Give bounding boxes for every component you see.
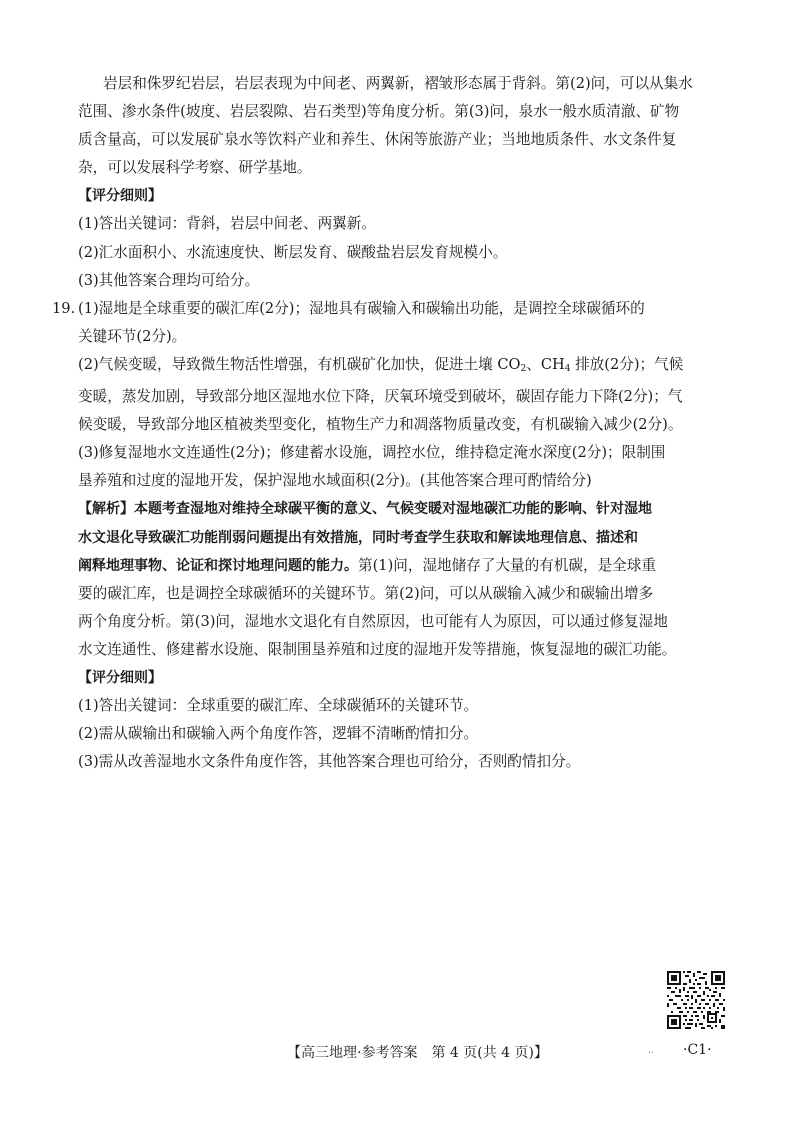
answer-text: 、CH [526, 355, 565, 373]
scoring-title: 【评分细则】 [78, 188, 162, 205]
analysis-text: 第(1)问，湿地储存了大量的有机碳，是全球重 [358, 556, 656, 574]
answer-content [52, 70, 728, 776]
answer-text: 排放(2分)；气候 [570, 355, 684, 373]
analysis-line [78, 552, 728, 580]
scoring-item: (3)需从改善湿地水文条件角度作答，其他答案合理也可给分，否则酌情扣分。 [78, 753, 581, 771]
answer-line: (3)修复湿地水文连通性(2分)；修建蓄水设施，调控水位，维持稳定淹水深度(2分)；限制围 [78, 444, 666, 462]
answer-text: (2)气候变暖，导致微生物活性增强，有机碳矿化加快，促进土壤 CO [78, 355, 521, 373]
answer-line: 变暖，蒸发加剧，导致部分地区湿地水位下降，厌氧环境受到破坏，碳固存能力下降(2分)；气 [78, 388, 683, 406]
page-footer [0, 1042, 800, 1066]
scoring-item: (2)需从碳输出和碳输入两个角度作答，逻辑不清晰酌情扣分。 [78, 725, 479, 743]
qr-code-icon [667, 971, 725, 1029]
answer-line [78, 351, 728, 383]
analysis-line: 【解析】本题考查湿地对维持全球碳平衡的意义、气候变暖对湿地碳汇功能的影响、针对湿地 [78, 501, 652, 518]
answer-line: 垦养殖和过度的湿地开发，保护湿地水域面积(2分)。(其他答案合理可酌情给分) [78, 472, 592, 490]
scoring-item: (1)答出关键词：全球重要的碳汇库、全球碳循环的关键环节。 [78, 697, 479, 715]
continuation-line: 质含量高，可以发展矿泉水等饮料产业和养生、休闲等旅游产业；当地地质条件、水文条件复 [78, 131, 677, 149]
continuation-line: 杂，可以发展科学考察、研学基地。 [78, 159, 312, 177]
subscript: 4 [564, 363, 571, 374]
analysis-line: 要的碳汇库，也是调控全球碳循环的关键环节。第(2)问，可以从碳输入减少和碳输出增多 [78, 584, 654, 602]
footer-code: ·C1· [683, 1042, 712, 1058]
analysis-line: 水文连通性、修建蓄水设施、限制围垦养殖和过度的湿地开发等措施，恢复湿地的碳汇功能。 [78, 640, 677, 658]
scoring-title: 【评分细则】 [78, 669, 162, 686]
scoring-item: (3)其他答案合理均可给分。 [78, 271, 260, 289]
analysis-line: 水文退化导致碳汇功能削弱问题提出有效措施，同时考查学生获取和解读地理信息、描述和 [78, 529, 638, 546]
continuation-line: 范围、渗水条件(坡度、岩层裂隙、岩石类型)等角度分析。第(3)问，泉水一般水质清澈、矿物 [78, 103, 680, 121]
question-19 [52, 295, 728, 777]
answer-line: 关键环节(2分)。 [78, 327, 187, 345]
question-number: 19. [52, 299, 76, 317]
footer-title: 【高三地理·参考答案 第 4 页(共 4 页)】 [287, 1045, 548, 1061]
subscript: 2 [520, 363, 527, 374]
analysis-line: 两个角度分析。第(3)问，湿地水文退化有自然原因，也可能有人为原因，可以通过修复湿地 [78, 612, 668, 630]
scoring-item: (2)汇水面积小、水流速度快、断层发育、碳酸盐岩层发育规模小。 [78, 243, 508, 261]
continuation-line: 岩层和侏罗纪岩层，岩层表现为中间老、两翼新，褶皱形态属于背斜。第(2)问，可以从集水 [103, 75, 693, 92]
answer-line: 候变暖，导致部分地区植被类型变化，植物生产力和凋落物质量改变，有机碳输入减少(2分)。 [78, 416, 683, 434]
answer-line: (1)湿地是全球重要的碳汇库(2分)；湿地具有碳输入和碳输出功能，是调控全球碳循环的 [78, 299, 645, 317]
footer-dots: .. [648, 1046, 654, 1056]
analysis-bold: 阐释地理事物、论证和探讨地理问题的能力。 [78, 557, 358, 574]
scoring-item: (1)答出关键词：背斜，岩层中间老、两翼新。 [78, 215, 376, 233]
